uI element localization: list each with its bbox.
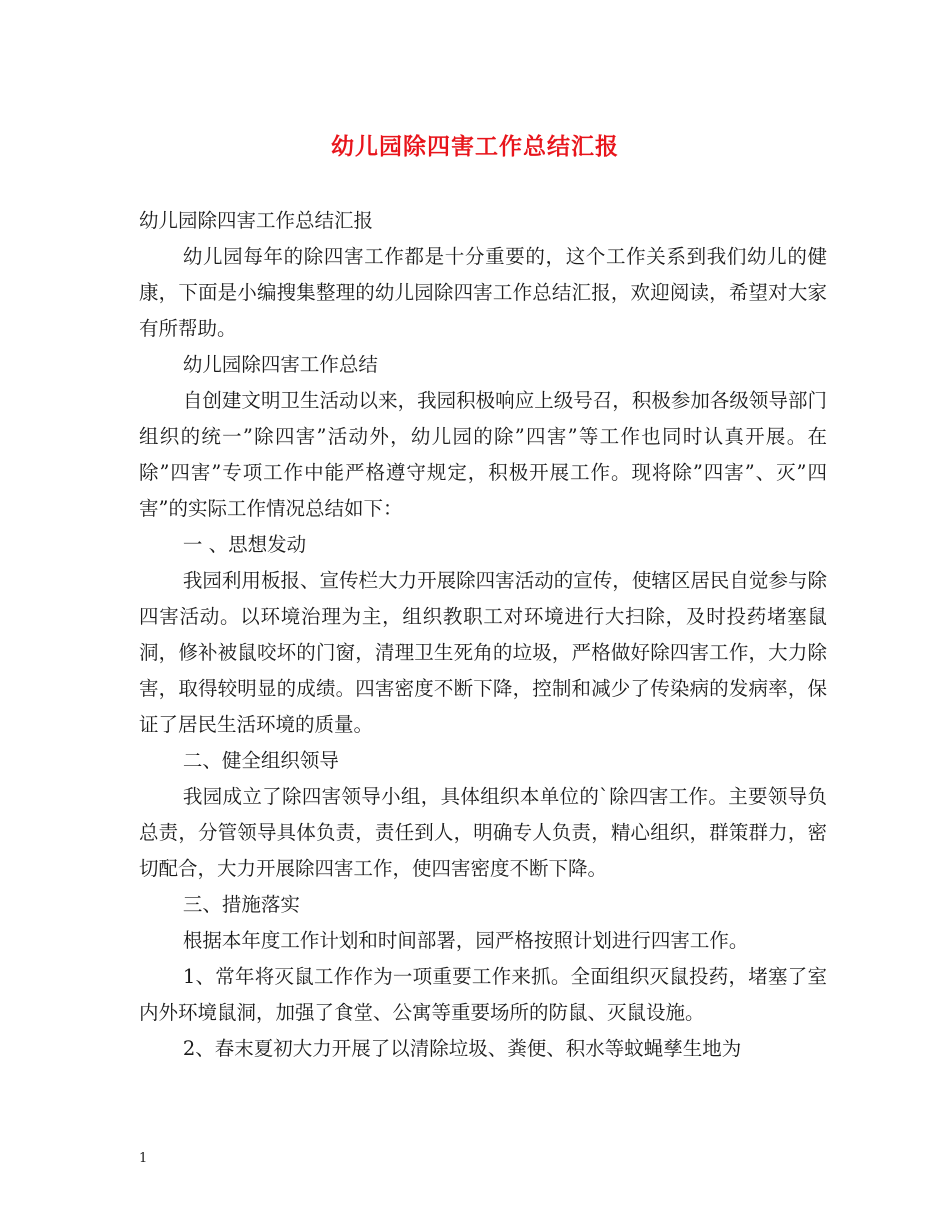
section-heading: 一 、思想发动 bbox=[182, 533, 307, 556]
document-body bbox=[139, 203, 827, 1067]
paragraph: 根据本年度工作计划和时间部署，园严格按照计划进行四害工作。 bbox=[182, 929, 749, 952]
paragraph: 我园成立了除四害领导小组，具体组织本单位的`除四害工作。主要领导负总责，分管领导具体负责，责任到人，明确专人负责，精心组织，群策群力，密切配合，大力开展除四害工作，使四害密度不断下降。 bbox=[139, 785, 827, 880]
paragraph: 自创建文明卫生活动以来，我园积极响应上级号召，积极参加各级领导部门组织的统一”除四害”活动外，幼儿园的除”四害”等工作也同时认真开展。在除”四害”专项工作中能严格遵守规定，积极开展工作。现将除”四害”、灭”四害”的实际工作情况总结如下： bbox=[139, 389, 827, 520]
paragraph: 1、常年将灭鼠工作作为一项重要工作来抓。全面组织灭鼠投药，堵塞了室内外环境鼠洞，加强了食堂、公寓等重要场所的防鼠、灭鼠设施。 bbox=[139, 965, 827, 1024]
section-heading: 三、措施落实 bbox=[182, 893, 300, 916]
page-number: 1 bbox=[139, 1151, 148, 1166]
paragraph: 我园利用板报、宣传栏大力开展除四害活动的宣传，使辖区居民自觉参与除四害活动。以环境治理为主，组织教职工对环境进行大扫除，及时投药堵塞鼠洞，修补被鼠咬坏的门窗，清理卫生死角的垃圾，严格做好除四害工作，大力除害，取得较明显的成绩。四害密度不断下降，控制和减少了传染病的发病率，保证了居民生活环境的质量。 bbox=[139, 569, 827, 736]
document-title: 幼儿园除四害工作总结汇报 bbox=[331, 133, 619, 160]
paragraph: 2、春末夏初大力开展了以清除垃圾、粪便、积水等蚊蝇孳生地为 bbox=[182, 1037, 742, 1060]
paragraph: 幼儿园除四害工作总结汇报 bbox=[139, 209, 374, 232]
section-heading: 幼儿园除四害工作总结 bbox=[182, 353, 378, 376]
paragraph: 幼儿园每年的除四害工作都是十分重要的，这个工作关系到我们幼儿的健康，下面是小编搜集整理的幼儿园除四害工作总结汇报，欢迎阅读，希望对大家有所帮助。 bbox=[139, 245, 827, 340]
section-heading: 二、健全组织领导 bbox=[182, 749, 339, 772]
